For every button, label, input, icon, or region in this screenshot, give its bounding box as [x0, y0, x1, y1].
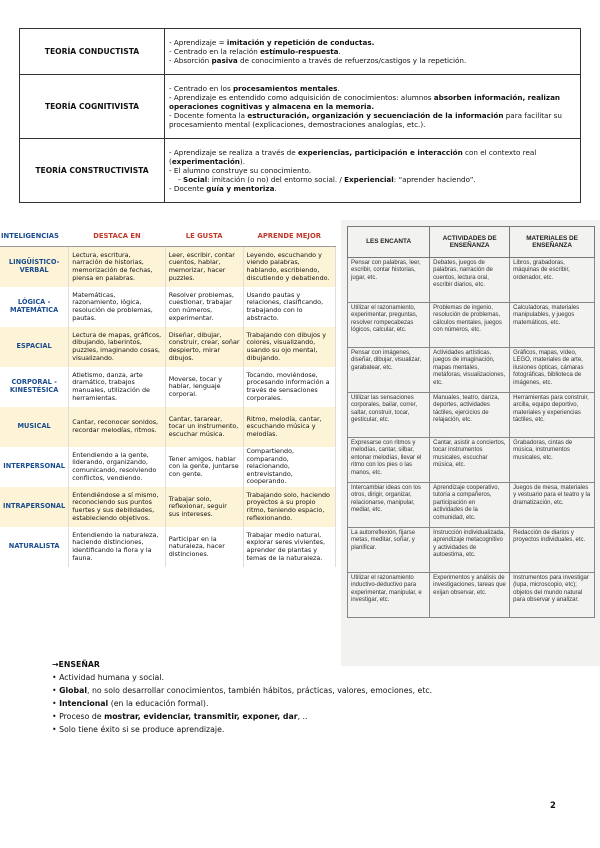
- theory-line: - Centrado en los procesamientos mentales.: [169, 84, 340, 93]
- intel-cell: Cantar, reconocer sonidos, recordar melodías, ritmos.: [69, 407, 165, 447]
- activities-scan: [341, 220, 600, 666]
- theory-line: - Docente fomenta la estructuración, organización y secuenciación de la información para facilitar su procesamiento mental (explicaciones, demostraciones analogías, etc.).: [169, 111, 562, 129]
- activities-cell: Redacción de diarios y proyectos individuales, etc.: [510, 528, 595, 573]
- intel-cell: Tener amigos, hablar con la gente, juntarse con gente.: [165, 447, 243, 487]
- intel-cell: Ritmo, melodía, cantar, escuchando música y melodías.: [243, 407, 335, 447]
- intel-header: LE GUSTA: [165, 228, 243, 247]
- activities-cell: Aprendizaje cooperativo, tutoría a compañeros, participación en actividades de la comunidad, etc.: [430, 483, 510, 528]
- activities-cell: Gráficos, mapas, vídeo, LEGO, materiales de arte, ilusiones ópticas, cámaras fotográficas, biblioteca de imágenes, etc.: [510, 348, 595, 393]
- intel-name: NATURALISTA: [0, 527, 69, 567]
- activities-cell: Grabadoras, cintas de música, instrumentos musicales, etc.: [510, 438, 595, 483]
- intel-cell: Trabajar solo, reflexionar, seguir sus intereses.: [165, 487, 243, 527]
- theory-line: - Centrado en la relación estímulo-respuesta.: [169, 47, 341, 56]
- intel-cell: Leyendo, escuchando y viendo palabras, hablando, escribiendo, discutiendo y debatiendo.: [243, 247, 335, 288]
- intel-cell: Participar en la naturaleza, hacer distinciones.: [165, 527, 243, 567]
- intel-name: ESPACIAL: [0, 327, 69, 367]
- activities-cell: Actividades artísticas, juegos de imaginación, mapas mentales, metáforas, visualizaciones, etc.: [430, 348, 510, 393]
- intel-row: [0, 247, 336, 288]
- ensenar-item: • Actividad humana y social.: [52, 671, 432, 684]
- intel-cell: Lectura de mapas, gráficos, dibujando, laberintos, puzzles, imaginando cosas, visualizando.: [69, 327, 165, 367]
- intel-row: [0, 487, 336, 527]
- theory-line: - El alumno construye su conocimiento.: [169, 166, 312, 175]
- theory-row: [20, 29, 581, 75]
- theory-line: - Aprendizaje se realiza a través de experiencias, participación e interacción con el contexto real (experimentación).: [169, 148, 537, 166]
- intel-cell: Entendiéndose a sí mismo, reconociendo sus puntos fuertes y sus debilidades, estableciendo objetivos.: [69, 487, 165, 527]
- intel-cell: Entendiendo a la gente, liderando, organizando, comunicando, resolviendo conflictos, vendiendo.: [69, 447, 165, 487]
- activities-cell: Juegos de mesa, materiales y vestuario para el teatro y la dramatización, etc.: [510, 483, 595, 528]
- theory-line: - Aprendizaje = imitación y repetición de conductas.: [169, 38, 375, 47]
- activities-cell: Experimentos y análisis de investigaciones, tareas que exijan observar, etc.: [430, 573, 510, 618]
- page-number: 2: [550, 800, 556, 810]
- ensenar-title: →ENSEÑAR: [52, 660, 100, 669]
- activities-row: [348, 393, 595, 438]
- activities-row: [348, 573, 595, 618]
- intel-cell: Usando pautas y relaciones, clasificando, trabajando con lo abstracto.: [243, 287, 335, 327]
- activities-cell: Debates, juegos de palabras, narración de cuentos, lectura oral, escribir diarios, etc.: [430, 258, 510, 303]
- activities-header: ACTIVIDADES DE ENSEÑANZA: [430, 227, 510, 258]
- activities-row: [348, 438, 595, 483]
- intel-cell: Cantar, tararear, tocar un instrumento, escuchar música.: [165, 407, 243, 447]
- intel-cell: Matemáticas, razonamiento, lógica, resolución de problemas, pautas.: [69, 287, 165, 327]
- intel-header: DESTACA EN: [69, 228, 165, 247]
- intel-name: MUSICAL: [0, 407, 69, 447]
- theory-name: TEORÍA CONSTRUCTIVISTA: [20, 139, 165, 203]
- activities-cell: Libros, grabadoras, máquinas de escribir, ordenador, etc.: [510, 258, 595, 303]
- activities-cell: La autorreflexión, fijarse metas, meditar, soñar, y planificar.: [348, 528, 430, 573]
- intel-cell: Leer, escribir, contar cuentos, hablar, memorizar, hacer puzzles.: [165, 247, 243, 288]
- theories-table: [19, 28, 581, 203]
- intel-name: LINGÜÍSTICO-VERBAL: [0, 247, 69, 288]
- intel-cell: Atletismo, danza, arte dramático, trabajos manuales, utilización de herramientas.: [69, 367, 165, 407]
- intel-cell: Resolver problemas, cuestionar, trabajar con números, experimentar.: [165, 287, 243, 327]
- intel-cell: Trabajando solo, haciendo proyectos a su propio ritmo, teniendo espacio, reflexionando.: [243, 487, 335, 527]
- intel-row: [0, 327, 336, 367]
- intel-name: CORPORAL - KINESTÉSICA: [0, 367, 69, 407]
- activities-row: [348, 528, 595, 573]
- intelligences-table: [0, 228, 336, 567]
- activities-cell: Utilizar las sensaciones corporales, bailar, correr, saltar, construir, tocar, gesticular, etc.: [348, 393, 430, 438]
- intel-name: INTRAPERSONAL: [0, 487, 69, 527]
- activities-cell: Expresarse con ritmos y melodías, cantar, silbar, entonar melodías, llevar el ritmo con los pies o las manos, etc.: [348, 438, 430, 483]
- activities-row: [348, 258, 595, 303]
- theory-line: - Absorción pasiva de conocimiento a través de refuerzos/castigos y la repetición.: [169, 56, 467, 65]
- ensenar-item: • Intencional (en la educación formal).: [52, 697, 432, 710]
- activities-row: [348, 348, 595, 393]
- intel-cell: Tocando, moviéndose, procesando información a través de sensaciones corporales.: [243, 367, 335, 407]
- theory-name: TEORÍA COGNITIVISTA: [20, 75, 165, 139]
- activities-cell: Herramientas para construir, arcilla, equipo deportivo, materiales y experiencias táctiles, etc.: [510, 393, 595, 438]
- activities-header: LES ENCANTA: [348, 227, 430, 258]
- theory-row: [20, 75, 581, 139]
- activities-cell: Pensar con imágenes, diseñar, dibujar, visualizar, garabatear, etc.: [348, 348, 430, 393]
- theory-description: [165, 139, 581, 203]
- activities-cell: Manuales, teatro, danza, deportes, actividades táctiles, ejercicios de relajación, etc.: [430, 393, 510, 438]
- intel-cell: Moverse, tocar y hablar, lenguaje corporal.: [165, 367, 243, 407]
- intel-header: INTELIGENCIAS: [0, 228, 69, 247]
- intel-row: [0, 287, 336, 327]
- theory-name: TEORÍA CONDUCTISTA: [20, 29, 165, 75]
- theory-row: [20, 139, 581, 203]
- activities-cell: Problemas de ingenio, resolución de problemas, cálculos mentales, juegos con números, etc.: [430, 303, 510, 348]
- activities-cell: Intercambiar ideas con los otros, dirigir, organizar, relacionarse, manipular, mediar, etc.: [348, 483, 430, 528]
- intel-cell: Compartiendo, comparando, relacionando, entrevistando, cooperando.: [243, 447, 335, 487]
- activities-cell: Instrumentos para investigar (lupa, microscopio, etc); objetos del mundo natural para observar y analizar.: [510, 573, 595, 618]
- theory-line: - Social: imitación (o no) del entorno social. / Experiencial: “aprender haciendo”.: [169, 175, 476, 184]
- intel-cell: Diseñar, dibujar, construir, crear, soñar despierto, mirar dibujos.: [165, 327, 243, 367]
- intel-row: [0, 407, 336, 447]
- ensenar-list: [52, 671, 432, 736]
- ensenar-item: • Global, no solo desarrollar conocimientos, también hábitos, prácticas, valores, emociones, etc.: [52, 684, 432, 697]
- intel-header: APRENDE MEJOR: [243, 228, 335, 247]
- intel-cell: Trabajar medio natural, explorar seres vivientes, aprender de plantas y temas de la naturaleza.: [243, 527, 335, 567]
- intel-name: LÓGICA - MATEMÁTICA: [0, 287, 69, 327]
- intel-row: [0, 367, 336, 407]
- intel-row: [0, 527, 336, 567]
- theory-line: - Aprendizaje es entendido como adquisición de conocimientos: alumnos absorben información, realizan operaciones cognitivas y almacena en la memoria.: [169, 93, 561, 111]
- activities-cell: Calculadoras, materiales manipulables, y juegos matemáticos, etc.: [510, 303, 595, 348]
- ensenar-section: [52, 658, 432, 736]
- ensenar-item: • Solo tiene éxito si se produce aprendizaje.: [52, 723, 432, 736]
- activities-cell: Utilizar el razonamiento inductivo-deductivo para experimentar, manipular, e investigar, etc.: [348, 573, 430, 618]
- activities-cell: Instrucción individualizada, aprendizaje metacognitivo y actividades de autoestima, etc.: [430, 528, 510, 573]
- theory-line: - Docente guía y mentoriza.: [169, 184, 277, 193]
- theory-description: [165, 29, 581, 75]
- activities-header: MATERIALES DE ENSEÑANZA: [510, 227, 595, 258]
- intel-row: [0, 447, 336, 487]
- activities-row: [348, 483, 595, 528]
- activities-cell: Utilizar el razonamiento, experimentar, preguntas, resolver rompecabezas lógicos, calcular, etc.: [348, 303, 430, 348]
- intel-cell: Lectura, escritura, narración de historias, memorización de fechas, piensa en palabras.: [69, 247, 165, 288]
- intel-cell: Trabajando con dibujos y colores, visualizando, usando su ojo mental, dibujando.: [243, 327, 335, 367]
- ensenar-item: • Proceso de mostrar, evidenciar, transmitir, exponer, dar, ..: [52, 710, 432, 723]
- intel-name: INTERPERSONAL: [0, 447, 69, 487]
- activities-cell: Cantar, asistir a conciertos, tocar instrumentos musicales, escuchar música, etc.: [430, 438, 510, 483]
- activities-row: [348, 303, 595, 348]
- activities-cell: Pensar con palabras, leer, escribir, contar historias, jugar, etc.: [348, 258, 430, 303]
- intel-cell: Entendiendo la naturaleza, haciendo distinciones, identificando la flora y la fauna.: [69, 527, 165, 567]
- theory-description: [165, 75, 581, 139]
- activities-table: [347, 226, 595, 618]
